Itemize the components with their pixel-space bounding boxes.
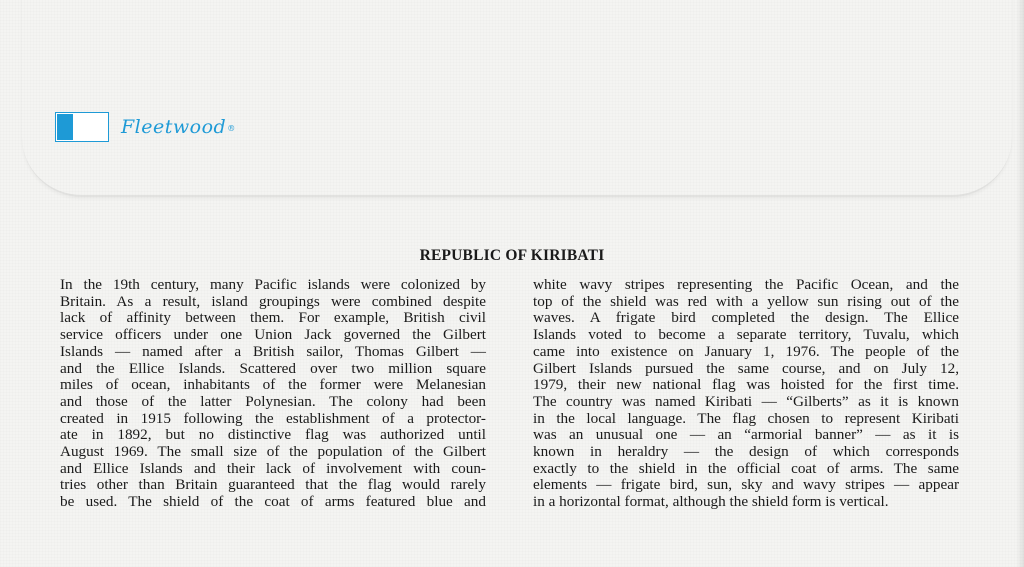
envelope-flap (22, 0, 1012, 197)
left-text-column (60, 277, 486, 511)
logo-mark-icon (55, 112, 109, 142)
text-line: The country was named Kiribati — “Gilberts” as it is known (533, 392, 959, 410)
text-line: and those of the latter Polynesian. The colony had been (60, 392, 486, 410)
text-line: lack of affinity between them. For example, British civil (60, 309, 486, 327)
text-line: miles of ocean, inhabitants of the former were Melanesian (60, 376, 486, 394)
text-line: Islands — named after a British sailor, Thomas Gilbert — (60, 342, 486, 360)
logo-wordmark-text: Fleetwood (121, 116, 227, 138)
text-line: 1979, their new national flag was hoisted for the first time. (533, 376, 959, 394)
text-line: August 1969. The small size of the population of the Gilbert (60, 443, 486, 461)
text-line: In the 19th century, many Pacific islands were colonized by (60, 276, 486, 293)
text-line: Britain. As a result, island groupings were combined despite (60, 292, 486, 310)
envelope-edge-shadow (1016, 0, 1024, 567)
registered-mark: ® (227, 123, 236, 133)
text-line: Islands voted to become a separate territory, Tuvalu, which (533, 326, 959, 344)
document-title: REPUBLIC OF KIRIBATI (419, 247, 605, 264)
text-line: created in 1915 following the establishment of a protector- (60, 409, 486, 427)
text-line: tries other than Britain guaranteed that the flag would rarely (60, 476, 486, 494)
text-line: white wavy stripes representing the Pacific Ocean, and the (533, 276, 959, 293)
right-text-column (533, 277, 959, 511)
text-line: came into existence on January 1, 1976. The people of the (533, 342, 959, 360)
fleetwood-logo (55, 112, 236, 142)
text-line: exactly to the shield in the official coat of arms. The same (533, 459, 959, 477)
text-line: in the local language. The flag chosen to represent Kiribati (533, 409, 959, 427)
text-line: waves. A frigate bird completed the design. The Ellice (533, 309, 959, 327)
text-line: was an unusual one — an “armorial banner” — as it is (533, 426, 959, 444)
text-line: Gilbert Islands pursued the same course, and on July 12, (533, 359, 959, 377)
text-line: service officers under one Union Jack governed the Gilbert (60, 326, 486, 344)
text-line: and the Ellice Islands. Scattered over two million square (60, 359, 486, 377)
text-line: ate in 1892, but no distinctive flag was authorized until (60, 426, 486, 444)
text-line: top of the shield was red with a yellow sun rising out of the (533, 292, 959, 310)
text-line: elements — frigate bird, sun, sky and wavy stripes — appear (533, 476, 959, 494)
logo-wordmark (121, 116, 236, 138)
text-line: in a horizontal format, although the shield form is vertical. (533, 493, 889, 511)
text-line: be used. The shield of the coat of arms featured blue and (60, 493, 486, 511)
text-line: and Ellice Islands and their lack of involvement with coun- (60, 459, 486, 477)
text-line: known in heraldry — the design of which corresponds (533, 443, 959, 461)
